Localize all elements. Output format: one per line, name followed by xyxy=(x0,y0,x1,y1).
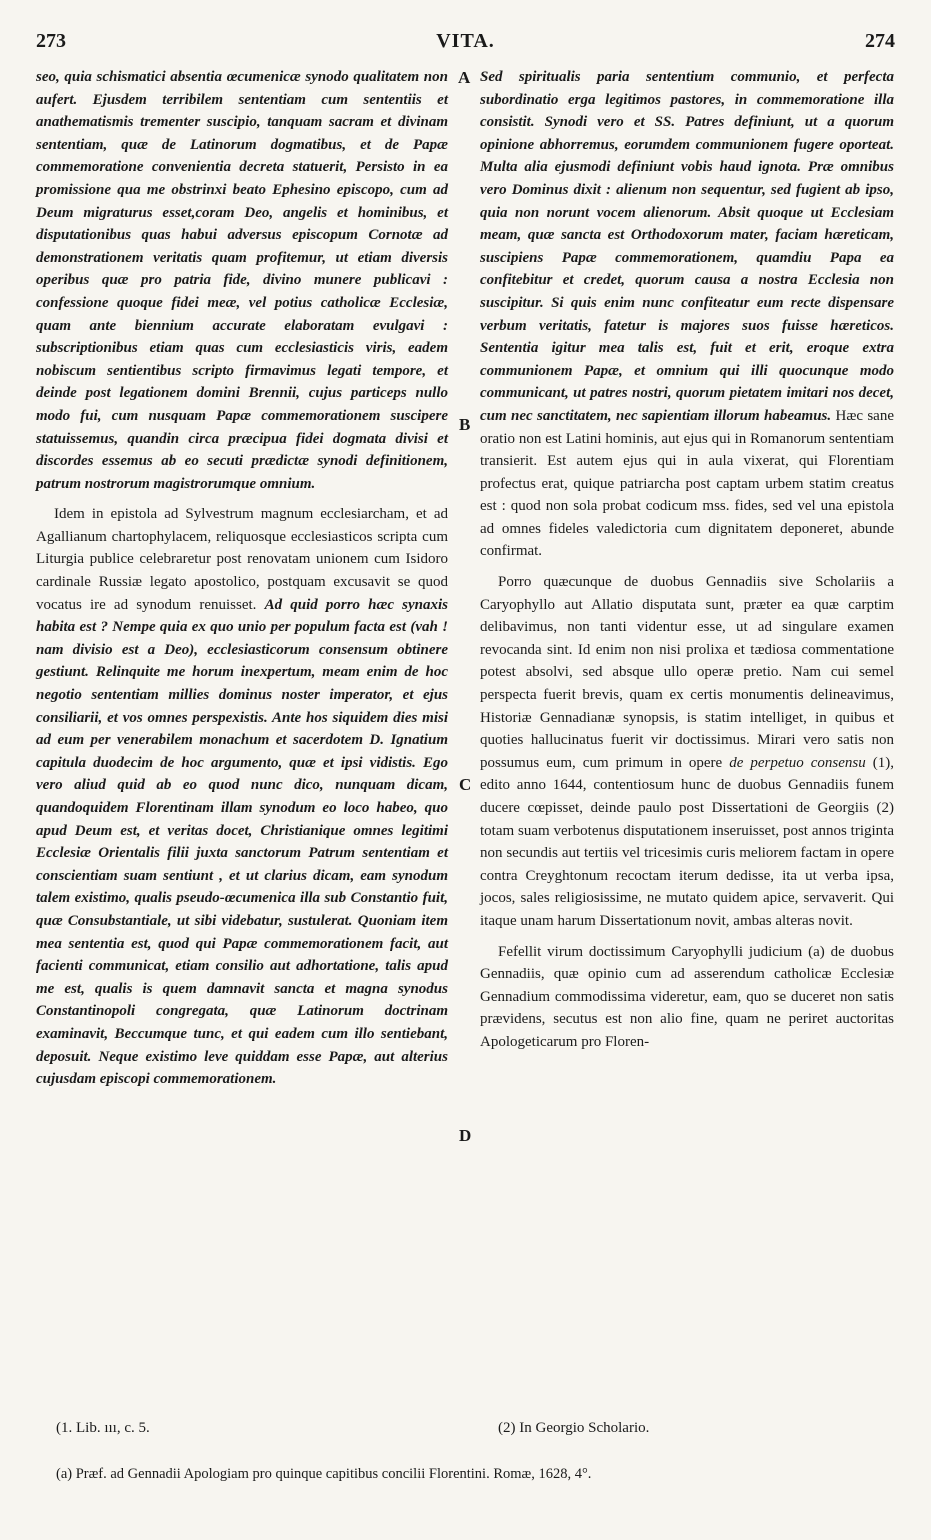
left-paragraph-2-roman: Idem in epistola ad Sylvestrum magnum ecclesiarcham, et ad Agallianum chartophylacem, reliquosque ecclesiasticos scripta cum Liturgia publice celebraretur post renovatam unionem cum Isidoro cardinale Russiæ legato apostolico, postquam excusavit se quod vocatus ire ad synodum renuisset. xyxy=(36,506,448,613)
footnote-2: (2) In Georgio Scholario. xyxy=(498,1420,650,1436)
right-paragraph-2 xyxy=(480,571,894,933)
right-paragraph-2-italic: de perpetuo consensu xyxy=(729,754,866,771)
right-paragraph-1-italic: Sed spiritualis paria sententium communio, et perfecta subordinatio erga legitimos pastores, in commemoratione illa consistit. Synodi vero et SS. Patres definiunt, ut a quorum opinione abhorremus, eorumdem communionem fugere oporteat. Multa alia ejusmodi definiunt vobis haud ignota. Præ omnibus vero Dominus dixit : alienum non sequentur, sed fugient ab ipso, quia non norunt vocem alienorum. Absit quoque ut Ecclesiam meam, quæ sancta est Orthodoxorum mater, faciam hæreticam, suscipiens Papæ commemorationem, quamdiu Papa ea confitebitur et credet, quorum causa a nostra Ecclesia non suscipitur. Si quis enim nunc confiteatur eum recte dispensare verbum veritatis, fatetur is majores suos fuisse hæreticos. Sententia igitur mea talis est, fuit et erit, eroque extra communionem Papæ, et omnium qui illi quocunque modo communicant, ut patres nostri, quorum pietatem imitari nos decet, cum nec sanctitatem, nec sapientiam illorum habeamus. xyxy=(480,69,894,424)
right-column xyxy=(480,66,894,1054)
right-paragraph-2-b: (1), edito anno 1644, contentiosum hunc de duobus Gennadiis funem ducere cœpisset, deinde paulo post Dissertationi de Georgiis (2) totam suam verbotenus disputationem inseruisset, post annos triginta non secundis aut tertiis vel tricesimis curis meliorem factam in opere contra Creyghtonum recoctam iterum dedisse, ita ut verba ipsa, jocos, sales religiosissime, ne mutato quidem apice, servaverit. Qui itaque unam harum Dissertationum novit, ambas alteras novit. xyxy=(480,754,895,929)
page-number-right: 274 xyxy=(865,30,895,52)
running-header xyxy=(36,30,895,56)
left-paragraph-2 xyxy=(36,503,448,1090)
margin-marker-b: B xyxy=(459,415,471,434)
running-title: VITA. xyxy=(436,30,495,52)
margin-marker-a: A xyxy=(458,68,471,87)
left-paragraph-1: seo, quia schismatici absentia œcumenicæ synodo qualitatem non aufert. Ejusdem terribilem sententiam cum sententiis et anathematismis trementer suscipio, tanquam sacram et divinam sententiam, quæ de Latinorum dogmatibus, et de Papæ commemoratione convenientia decreta statuerit, Persisto in ea promissione qua me obstrinxi beato Ephesino episcopo, cum ad Deum migraturus esset,coram Deo, angelis et hominibus, et disputationibus quas habui adversus episcopum Cornotæ ad demonstrationem veritatis quam profitemur, ut etiam diversis operibus quæ pro patria fide, divino munere publicavi : confessione quoque fidei meæ, vel potius catholicæ Ecclesiæ, quam ante biennium accurate elaboratam evulgavi : subscriptionibus etiam quas cum ecclesiasticis viris, eadem nobiscum sentientibus scripto firmavimus legati tempore, et deinde post legationem domini Brennii, cujus particeps nullo modo fui, cum nusquam Papæ commemorationem suscipere statuissemus, quandin circa præcipua fidei dogmata divisi et discordes essemus ab eo secuti prædictæ synodi definitionem, patrum nostrorum magistrorumque omnium. xyxy=(36,69,448,492)
margin-marker-c: C xyxy=(459,775,472,794)
right-paragraph-1 xyxy=(480,66,894,563)
footnote-1: (1. Lib. ııı, c. 5. xyxy=(56,1420,150,1436)
left-column xyxy=(36,66,448,1091)
right-paragraph-2-a: Porro quæcunque de duobus Gennadiis sive Scholariis a Caryophyllo aut Allatio disputata sunt, præter ea quæ carptim delibavimus, non tanti videntur esse, ut ad singulare examen revocanda sint. Id enim non nisi prolixa et tædiosa commentatione potest absolvi, sed absque ullo operæ pretio. Nam cui semel perspecta fuerit brevis, quam ex certis monumentis delineavimus, Historiæ Gennadianæ synopsis, is statim intelliget, in quibus et quoties hallucinatus fuerit vir doctissimus. Mirari vero satis non possumus eum, cum primum in opere xyxy=(480,574,894,771)
right-paragraph-1-roman: Hæc sane oratio non est Latini hominis, aut ejus qui in Romanorum sententiam transierit. Est autem ejus qui in aula vixerat, qui Florentiam profectus erat, quique patriarcha post captam urbem statim creatus est : quod non sola probat codicum mss. fides, sed vel una epistola ad omnes fideles valedictoria cum dignitatem deponeret, abunde confirmat. xyxy=(480,407,894,560)
right-paragraph-3: Fefellit virum doctissimum Caryophylli judicium (a) de duobus Gennadiis, quæ opinio cum ad asserendum catholicæ Ecclesiæ Gennadium commodissima videretur, eam, quo se duceret non satis prævidens, secutus est non alio fine, quam ne periret auctoritas Apologeticarum pro Floren- xyxy=(480,943,894,1050)
margin-marker-d: D xyxy=(459,1126,472,1145)
left-paragraph-2-italic: Ad quid porro hæc synaxis habita est ? Nempe quia ex quo unio per populum facta est (vah ! nam divisio est a Deo), ecclesiasticorum consensum obtinere gestiunt. Relinquite me horum inexpertum, meam enim de hoc negotio sententiam millies dominus noster imperator, et ejus consiliarii, et vos omnes perspexistis. Ante hos siquidem dies misi ad eum per venerabilem monachum et sacerdotem D. Ignatium capitula duodecim de hoc argumento, quæ et ipsi vidistis. Ego vero aliud quid ab eo quod nunc dico, nunquam dicam, quandoquidem Florentinam illam synodum eo loco habeo, quo apud Deum est, et veritas docet, Christianique omnes legitimi Ecclesiæ Orientalis filii juxta sanctorum Patrum sententiam et conscientiam suam sentiunt , et ut clarius dicam, eam synodum talem existimo, qualis pseudo-œcumenica illa sub Constantio fuit, quæ Consubstantiale, ut sibi videbatur, sustulerat. Quoniam item mea sententia est, quod qui Papæ commemorationem facit, aut facienti communicat, etiam consilio aut adhortatione, talis apud me est, qualis is quem damnavit sancta et magna synodus Constantinopoli congregata, quæ Latinorum doctrinam examinavit, Beccumque tunc, et qui eadem cum illo sentiebant, deposuit. Neque existimo leve quiddam esse Papæ, aut alterius cujusdam episcopi commemorationem. xyxy=(36,596,448,1088)
page-number-left: 273 xyxy=(36,30,66,52)
footnote-a: (a) Præf. ad Gennadii Apologiam pro quinque capitibus concilii Florentini. Romæ, 1628, 4°. xyxy=(56,1466,592,1482)
